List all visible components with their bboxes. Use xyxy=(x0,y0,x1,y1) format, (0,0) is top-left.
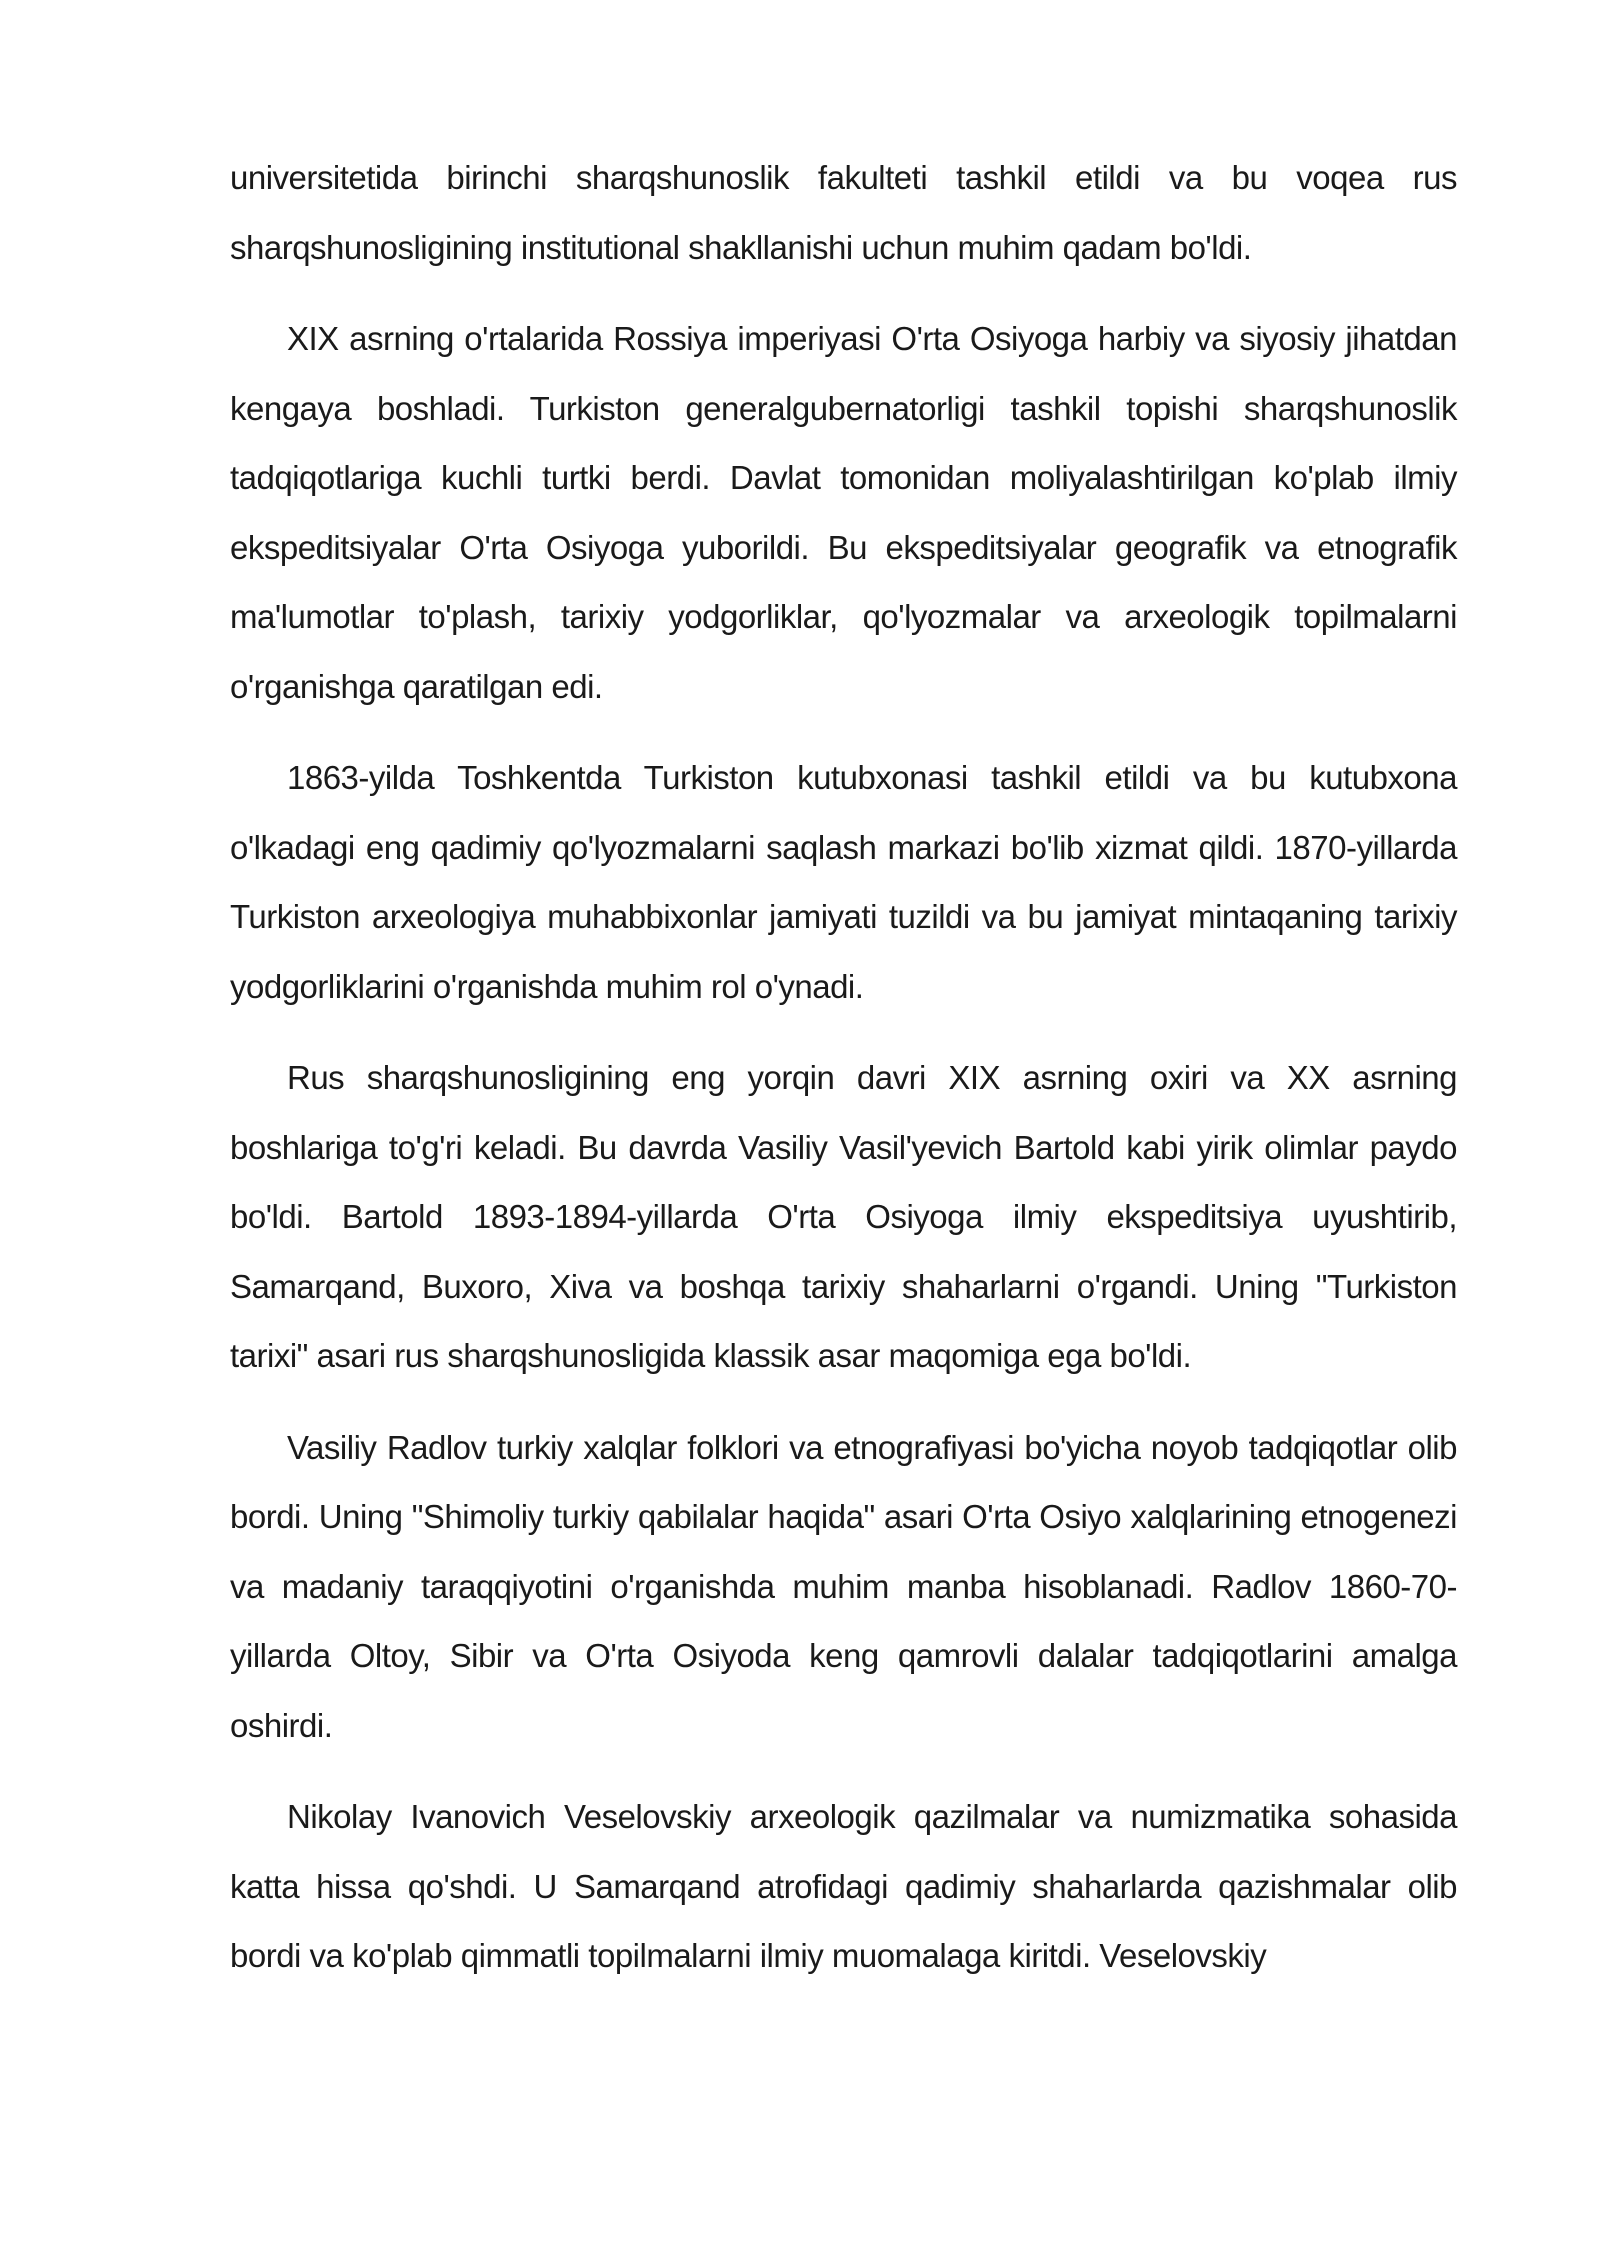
paragraph: XIX asrning o'rtalarida Rossiya imperiyasi O'rta Osiyoga harbiy va siyosiy jihatdan kengaya boshladi. Turkiston generalgubernatorligi tashkil topishi sharqshunoslik tadqiqotlariga kuchli turtki berdi. Davlat tomonidan moliyalashtirilgan ko'plab ilmiy ekspeditsiyalar O'rta Osiyoga yuborildi. Bu ekspeditsiyalar geografik va etnografik ma'lumotlar to'plash, tarixiy yodgorliklar, qo'lyozmalar va arxeologik topilmalarni o'rganishga qaratilgan edi. xyxy=(230,320,1457,705)
paragraph-continued: universitetida birinchi sharqshunoslik fakulteti tashkil etildi va bu voqea rus sharqshunosligining institutional shakllanishi uchun muhim qadam bo'ldi. xyxy=(230,159,1457,266)
paragraph: 1863-yilda Toshkentda Turkiston kutubxonasi tashkil etildi va bu kutubxona o'lkadagi eng qadimiy qo'lyozmalarni saqlash markazi bo'lib xizmat qildi. 1870-yillarda Turkiston arxeologiya muhabbixonlar jamiyati tuzildi va bu jamiyat mintaqaning tarixiy yodgorliklarini o'rganishda muhim rol o'ynadi. xyxy=(230,759,1457,1005)
paragraph: Vasiliy Radlov turkiy xalqlar folklori va etnografiyasi bo'yicha noyob tadqiqotlar olib bordi. Uning "Shimoliy turkiy qabilalar haqida" asari O'rta Osiyo xalqlarining etnogenezi va madaniy taraqqiyotini o'rganishda muhim manba hisoblanadi. Radlov 1860-70-yillarda Oltoy, Sibir va O'rta Osiyoda keng qamrovli dalalar tadqiqotlarini amalga oshirdi. xyxy=(230,1428,1457,1744)
document-body xyxy=(230,143,1457,2013)
paragraph: Rus sharqshunosligining eng yorqin davri XIX asrning oxiri va XX asrning boshlariga to'g'ri keladi. Bu davrda Vasiliy Vasil'yevich Bartold kabi yirik olimlar paydo bo'ldi. Bartold 1893-1894-yillarda O'rta Osiyoga ilmiy ekspeditsiya uyushtirib, Samarqand, Buxoro, Xiva va boshqa tarixiy shaharlarni o'rgandi. Uning "Turkiston tarixi" asari rus sharqshunosligida klassik asar maqomiga ega bo'ldi. xyxy=(230,1059,1457,1374)
paragraph: Nikolay Ivanovich Veselovskiy arxeologik qazilmalar va numizmatika sohasida katta hissa qo'shdi. U Samarqand atrofidagi qadimiy shaharlarda qazishmalar olib bordi va ko'plab qimmatli topilmalarni ilmiy muomalaga kiritdi. Veselovskiy xyxy=(230,1798,1457,1974)
